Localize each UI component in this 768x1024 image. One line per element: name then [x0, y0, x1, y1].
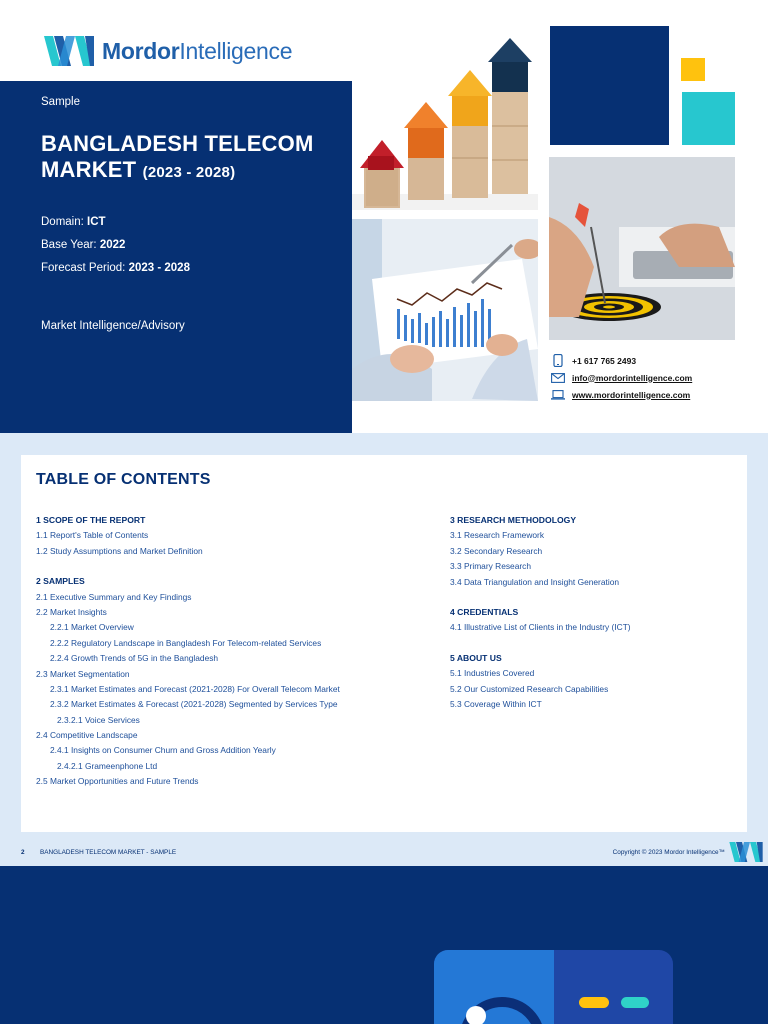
toc-entry[interactable]: 3.3 Primary Research	[450, 561, 531, 572]
toc-section	[450, 605, 631, 636]
toc-section	[36, 574, 340, 789]
toc-entry[interactable]: 2.4.2.1 Grameenphone Ltd	[57, 760, 158, 771]
toc-section	[450, 513, 631, 590]
toc-entry[interactable]: 2.4 Competitive Landscape	[36, 730, 138, 741]
next-page	[0, 866, 768, 1024]
toc-entry[interactable]: 2.3.2.1 Voice Services	[57, 714, 140, 725]
footer-doc-title: BANGLADESH TELECOM MARKET - SAMPLE	[40, 849, 177, 856]
decor-pill-yellow	[579, 997, 609, 1008]
decor-square-navy	[550, 26, 669, 145]
toc-heading[interactable]: 4 CREDENTIALS	[450, 606, 519, 617]
sample-label: Sample	[41, 96, 80, 108]
toc-entry[interactable]: 2.5 Market Opportunities and Future Trends	[36, 776, 199, 787]
toc-entry[interactable]: 3.4 Data Triangulation and Insight Generation	[450, 576, 620, 587]
toc-entry[interactable]: 5.3 Coverage Within ICT	[450, 698, 542, 709]
email-icon	[550, 372, 566, 384]
toc-right-column	[450, 513, 631, 727]
logo-mark-icon	[44, 36, 94, 66]
toc-entry[interactable]: 5.2 Our Customized Research Capabilities	[450, 683, 609, 694]
footer-copyright: Copyright © 2023 Mordor Intelligence™	[612, 849, 725, 856]
domain-row: Domain: ICT	[41, 216, 106, 228]
toc-entry[interactable]: 2.3.2 Market Estimates & Forecast (2021-2028) Segmented by Services Type	[50, 699, 338, 710]
dart-target-photo	[549, 157, 735, 340]
toc-entry[interactable]: 2.2.1 Market Overview	[50, 622, 134, 633]
toc-entry[interactable]: 2.3.1 Market Estimates and Forecast (2021-2028) For Overall Telecom Market	[50, 683, 340, 694]
footer-logo-icon	[729, 842, 763, 862]
toc-entry[interactable]: 2.4.1 Insights on Consumer Churn and Gross Addition Yearly	[50, 745, 276, 756]
report-title-line1: BANGLADESH TELECOM	[41, 131, 314, 156]
report-title	[41, 131, 314, 186]
houses-growth-photo	[352, 26, 538, 210]
phone-icon	[550, 355, 566, 367]
logo-wordmark: MordorIntelligence	[102, 37, 293, 64]
toc-entry[interactable]: 2.2 Market Insights	[36, 606, 107, 617]
card-illustration	[434, 950, 673, 1024]
toc-entry[interactable]: 3.2 Secondary Research	[450, 545, 543, 556]
toc-entry[interactable]: 3.1 Research Framework	[450, 530, 545, 541]
toc-page	[21, 455, 747, 832]
toc-entry[interactable]: 2.1 Executive Summary and Key Findings	[36, 591, 192, 602]
toc-entry[interactable]: 1.1 Report's Table of Contents	[36, 530, 149, 541]
report-title-line2: MARKET (2023 - 2028)	[41, 157, 236, 182]
toc-heading[interactable]: 1 SCOPE OF THE REPORT	[36, 515, 146, 525]
domain-value: ICT	[87, 216, 106, 228]
decor-square-yellow	[681, 58, 705, 81]
toc-entry[interactable]: 2.2.4 Growth Trends of 5G in the Bangladesh	[50, 653, 219, 664]
toc-section	[450, 651, 631, 713]
contact-phone[interactable]: +1 617 765 2493	[550, 352, 692, 369]
decor-pill-teal	[621, 997, 649, 1008]
advisory-label: Market Intelligence/Advisory	[41, 320, 185, 332]
toc-entry[interactable]: 2.2.2 Regulatory Landscape in Bangladesh For Telecom-related Services	[50, 637, 322, 648]
toc-entry[interactable]: 4.1 Illustrative List of Clients in the Industry (ICT)	[450, 622, 631, 633]
decor-square-teal	[682, 92, 735, 145]
brand-logo	[44, 36, 292, 66]
report-years: (2023 - 2028)	[142, 164, 236, 181]
page-number: 2	[21, 849, 25, 856]
toc-heading[interactable]: 3 RESEARCH METHODOLOGY	[450, 515, 577, 525]
base-year-value: 2022	[99, 239, 126, 251]
contact-website[interactable]: www.mordorintelligence.com	[550, 386, 692, 403]
toc-entry[interactable]: 2.3 Market Segmentation	[36, 668, 130, 679]
toc-heading[interactable]: 2 SAMPLES	[36, 576, 85, 587]
toc-left-column	[36, 513, 340, 805]
forecast-row: Forecast Period: 2023 - 2028	[41, 262, 190, 274]
chart-analysis-photo	[352, 219, 538, 401]
contact-block	[550, 352, 692, 403]
base-year-row: Base Year: 2022	[41, 239, 126, 251]
page-footer	[0, 840, 768, 866]
forecast-value: 2023 - 2028	[128, 262, 190, 274]
toc-entry[interactable]: 1.2 Study Assumptions and Market Definition	[36, 545, 203, 556]
toc-title: TABLE OF CONTENTS	[36, 471, 211, 488]
cover-title-panel	[0, 81, 352, 433]
toc-section	[36, 513, 340, 559]
contact-email[interactable]: info@mordorintelligence.com	[550, 369, 692, 386]
toc-entry[interactable]: 5.1 Industries Covered	[450, 668, 535, 679]
cover-page	[0, 0, 768, 433]
laptop-icon	[550, 389, 566, 401]
card-illustration-left	[434, 950, 554, 1024]
toc-heading[interactable]: 5 ABOUT US	[450, 652, 502, 663]
